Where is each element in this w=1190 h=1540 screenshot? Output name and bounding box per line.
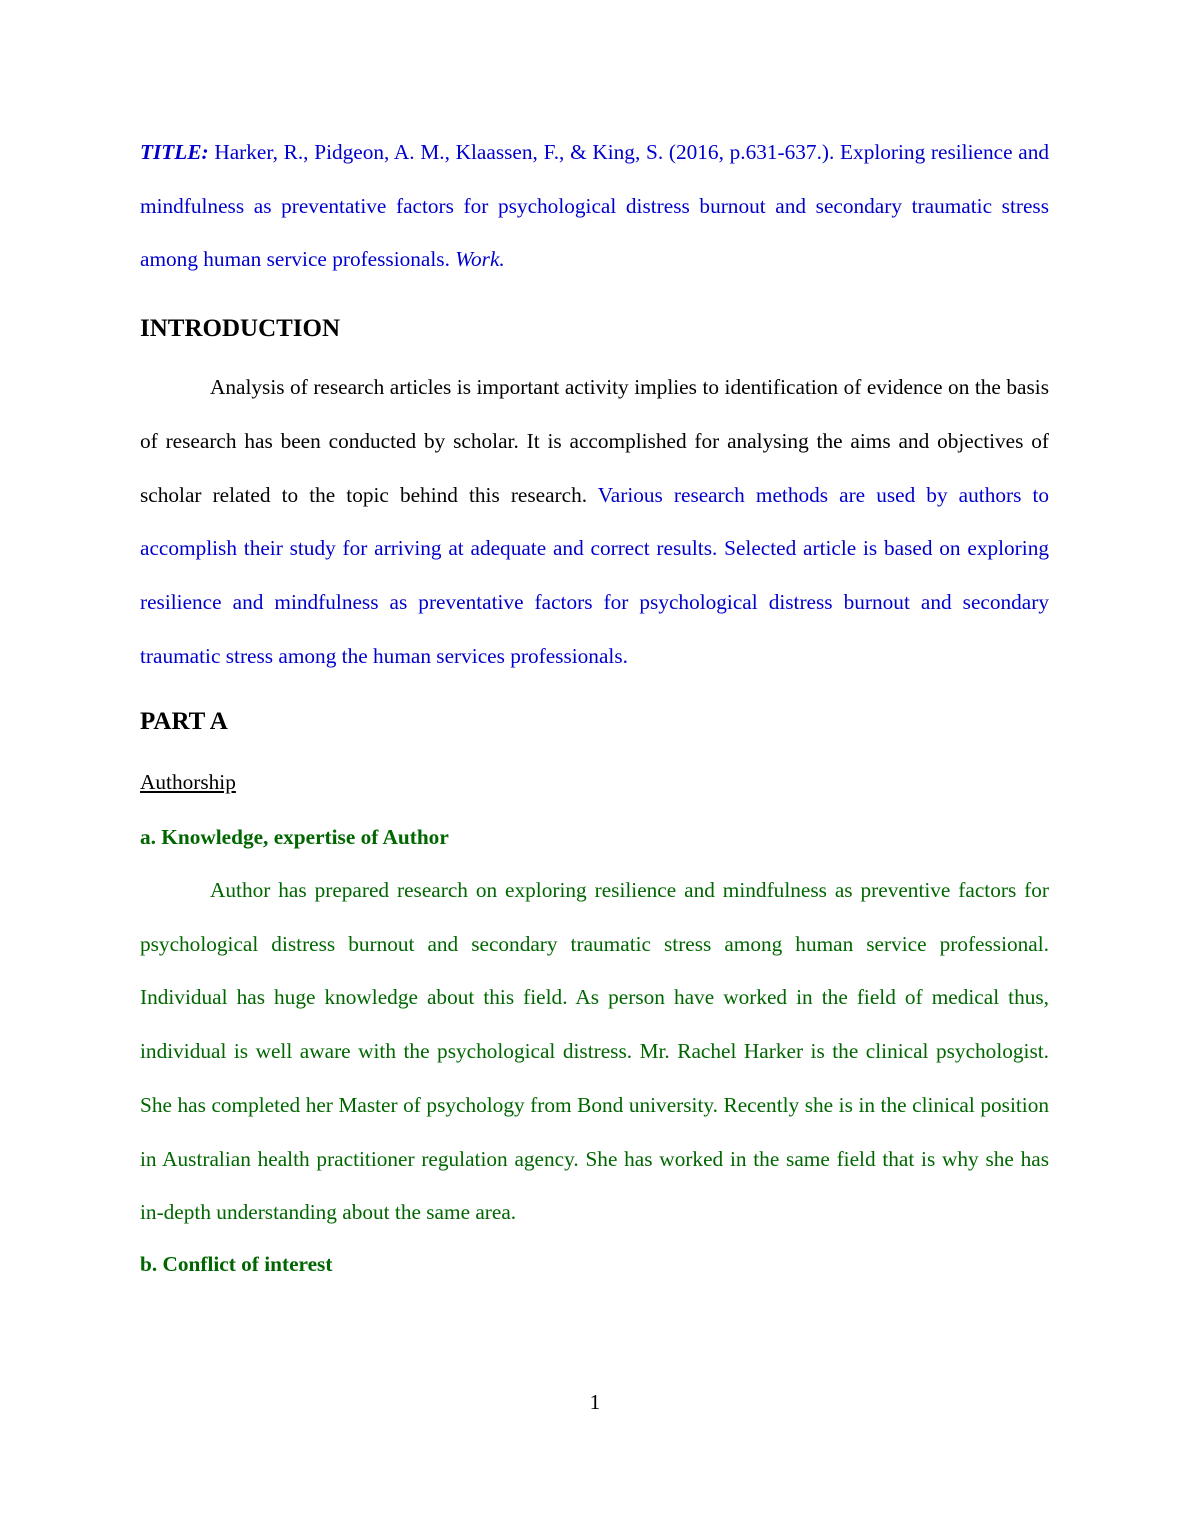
- section-b-heading: b. Conflict of interest: [140, 1251, 333, 1276]
- title-paragraph: [140, 126, 1049, 287]
- document-page: [140, 126, 1049, 1291]
- introduction-paragraph: [140, 361, 1049, 683]
- section-a-paragraph: Author has prepared research on exploring resilience and mindfulness as preventive factors for psychological distress burnout and secondary traumatic stress among human service professional. Individual has huge knowledge about this field. As person have worked in the field of medical thus, individual is well aware with the psychological distress. Mr. Rachel Harker is the clinical psychologist. She has completed her Master of psychology from Bond university. Recently she is in the clinical position in Australian health practitioner regulation agency. She has worked in the same field that is why she has in-depth understanding about the same area.: [140, 878, 1049, 1225]
- introduction-text-black: Analysis of research articles is important activity implies to identification of evidence on the basis of research has been conducted by scholar. It is accomplished for analysing the aims and objectives of scholar related to the topic behind this research.: [140, 375, 1049, 507]
- title-citation: Harker, R., Pidgeon, A. M., Klaassen, F., & King, S. (2016, p.631-637.). Exploring resilience and mindfulness as preventative factors for psychological distress burnout and secondary traumatic stress among human service professionals.: [140, 140, 1049, 272]
- title-label: TITLE:: [140, 140, 209, 164]
- introduction-heading: INTRODUCTION: [140, 315, 341, 343]
- part-a-heading: PART A: [140, 708, 228, 736]
- page-number: 1: [589, 1390, 601, 1414]
- introduction-text-blue: Various research methods are used by authors to accomplish their study for arriving at adequate and correct results. Selected article is based on exploring resilience and mindfulness as preventative factors for psychological distress burnout and secondary traumatic stress among the human services professionals.: [140, 482, 1050, 668]
- section-a-heading: a. Knowledge, expertise of Author: [140, 825, 449, 850]
- authorship-subheading: Authorship: [140, 770, 236, 795]
- title-journal: Work.: [455, 247, 505, 272]
